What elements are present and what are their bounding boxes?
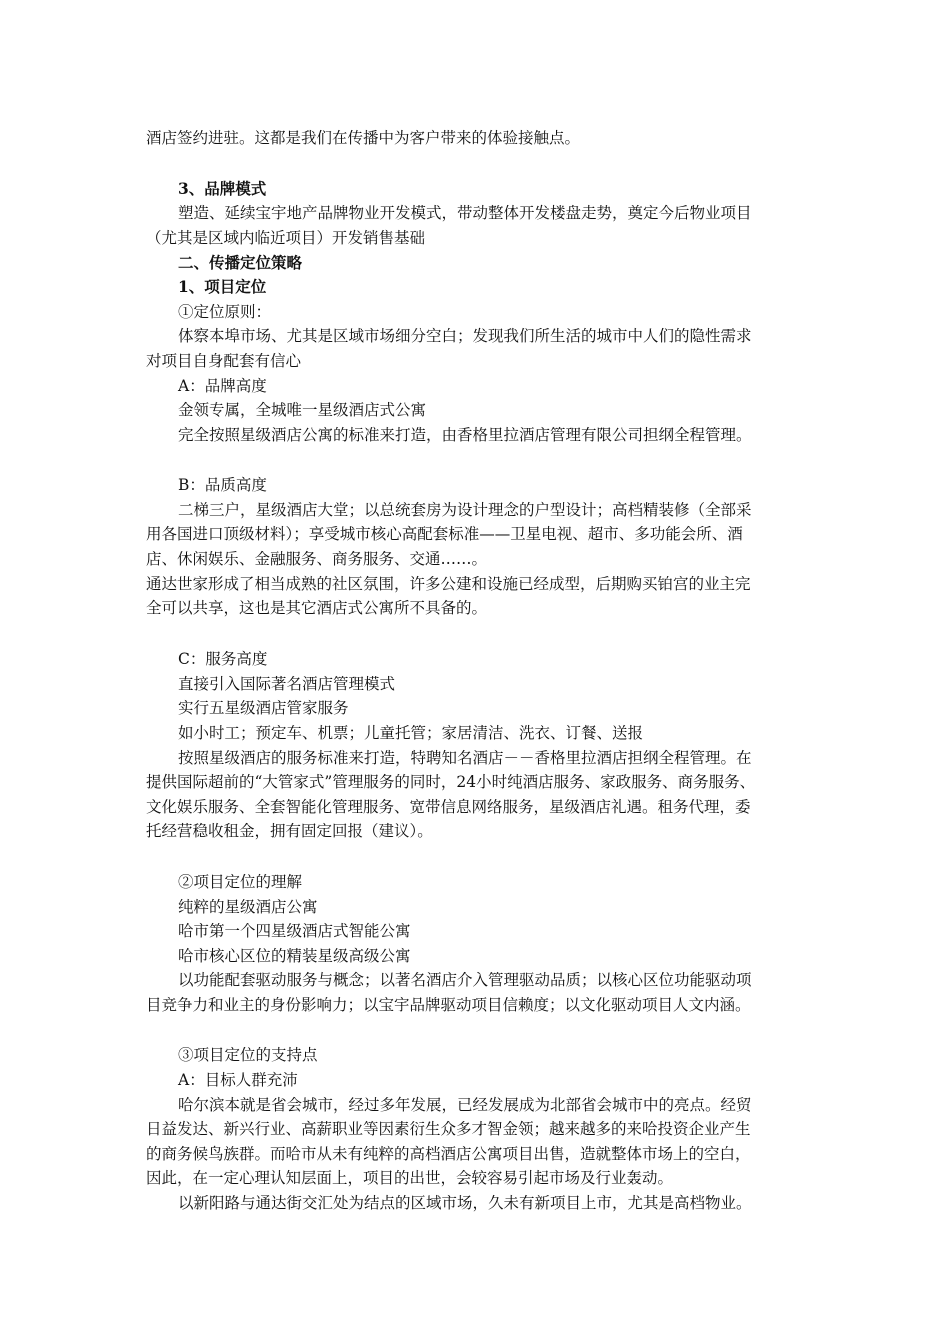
paragraph-line: 体察本埠市场、尤其是区域市场细分空白；发现我们所生活的城市中人们的隐性需求 <box>178 327 752 345</box>
subsection-heading: A：目标人群充沛 <box>178 1071 298 1089</box>
subsection-heading: C：服务高度 <box>178 650 268 668</box>
paragraph-line: 店、休闲娱乐、金融服务、商务服务、交通……。 <box>146 550 488 568</box>
paragraph-line: 日益发达、新兴行业、高薪职业等因素衍生众多才智金领；越来越多的来哈投资企业产生 <box>146 1120 751 1138</box>
paragraph-line: 的商务候鸟族群。而哈市从未有纯粹的高档酒店公寓项目出售，造就整体市场上的空白， <box>146 1145 751 1163</box>
paragraph-line: 文化娱乐服务、全套智能化管理服务、宽带信息网络服务，星级酒店礼遇。租务代理，委 <box>146 798 751 816</box>
section-heading: 3、品牌模式 <box>178 179 267 198</box>
paragraph-line: 对项目自身配套有信心 <box>146 352 302 370</box>
paragraph-line: 通达世家形成了相当成熟的社区氛围，许多公建和设施已经成型，后期购买铂宫的业主完 <box>146 575 751 593</box>
section-heading: 1、项目定位 <box>178 277 267 296</box>
paragraph-line: 纯粹的星级酒店公寓 <box>178 898 318 916</box>
paragraph-line: 金领专属，全城唯一星级酒店式公寓 <box>178 401 427 419</box>
paragraph-line: 提供国际超前的“大管家式”管理服务的同时，24小时纯酒店服务、家政服务、商务服务、 <box>146 773 756 791</box>
paragraph-line: 托经营稳收租金，拥有固定回报（建议）。 <box>146 822 433 840</box>
paragraph-line: 全可以共享，这也是其它酒店式公寓所不具备的。 <box>146 599 488 617</box>
paragraph-line: 目竞争力和业主的身份影响力；以宝宇品牌驱动项目信赖度；以文化驱动项目人文内涵。 <box>146 996 751 1014</box>
paragraph-line: 以新阳路与通达街交汇处为结点的区域市场，久未有新项目上市，尤其是高档物业。 <box>178 1194 752 1212</box>
paragraph-line: 哈市第一个四星级酒店式智能公寓 <box>178 922 411 940</box>
subsection-heading: B：品质高度 <box>178 476 267 494</box>
subsection-heading: ②项目定位的理解 <box>178 873 303 891</box>
paragraph-line: 二梯三户，星级酒店大堂；以总统套房为设计理念的户型设计；高档精装修（全部采 <box>178 501 752 519</box>
paragraph-line: 塑造、延续宝宇地产品牌物业开发模式，带动整体开发楼盘走势，奠定今后物业项目 <box>178 204 752 222</box>
paragraph-line: （尤其是区域内临近项目）开发销售基础 <box>146 229 426 247</box>
paragraph-line: 实行五星级酒店管家服务 <box>178 699 349 717</box>
subsection-heading: A：品牌高度 <box>178 377 267 395</box>
subsection-heading: ①定位原则： <box>178 303 272 321</box>
paragraph-line: 如小时工；预定车、机票；儿童托管；家居清洁、洗衣、订餐、送报 <box>178 724 644 742</box>
paragraph-line: 直接引入国际著名酒店管理模式 <box>178 675 396 693</box>
subsection-heading: ③项目定位的支持点 <box>178 1046 318 1064</box>
paragraph-line: 哈尔滨本就是省会城市，经过多年发展，已经发展成为北部省会城市中的亮点。经贸 <box>178 1096 752 1114</box>
section-heading: 二、传播定位策略 <box>178 253 303 272</box>
paragraph-line: 因此，在一定心理认知层面上，项目的出世，会较容易引起市场及行业轰动。 <box>146 1169 674 1187</box>
paragraph-line: 按照星级酒店的服务标准来打造，特聘知名酒店－－香格里拉酒店担纲全程管理。在 <box>178 749 752 767</box>
paragraph-line: 哈市核心区位的精装星级高级公寓 <box>178 947 411 965</box>
paragraph-line: 完全按照星级酒店公寓的标准来打造，由香格里拉酒店管理有限公司担纲全程管理。 <box>178 426 752 444</box>
paragraph-line: 用各国进口顶级材料）；享受城市核心高配套标准——卫星电视、超市、多功能会所、酒 <box>146 525 743 543</box>
paragraph-line: 以功能配套驱动服务与概念；以著名酒店介入管理驱动品质；以核心区位功能驱动项 <box>178 971 752 989</box>
paragraph-line: 酒店签约进驻。这都是我们在传播中为客户带来的体验接触点。 <box>146 129 581 147</box>
